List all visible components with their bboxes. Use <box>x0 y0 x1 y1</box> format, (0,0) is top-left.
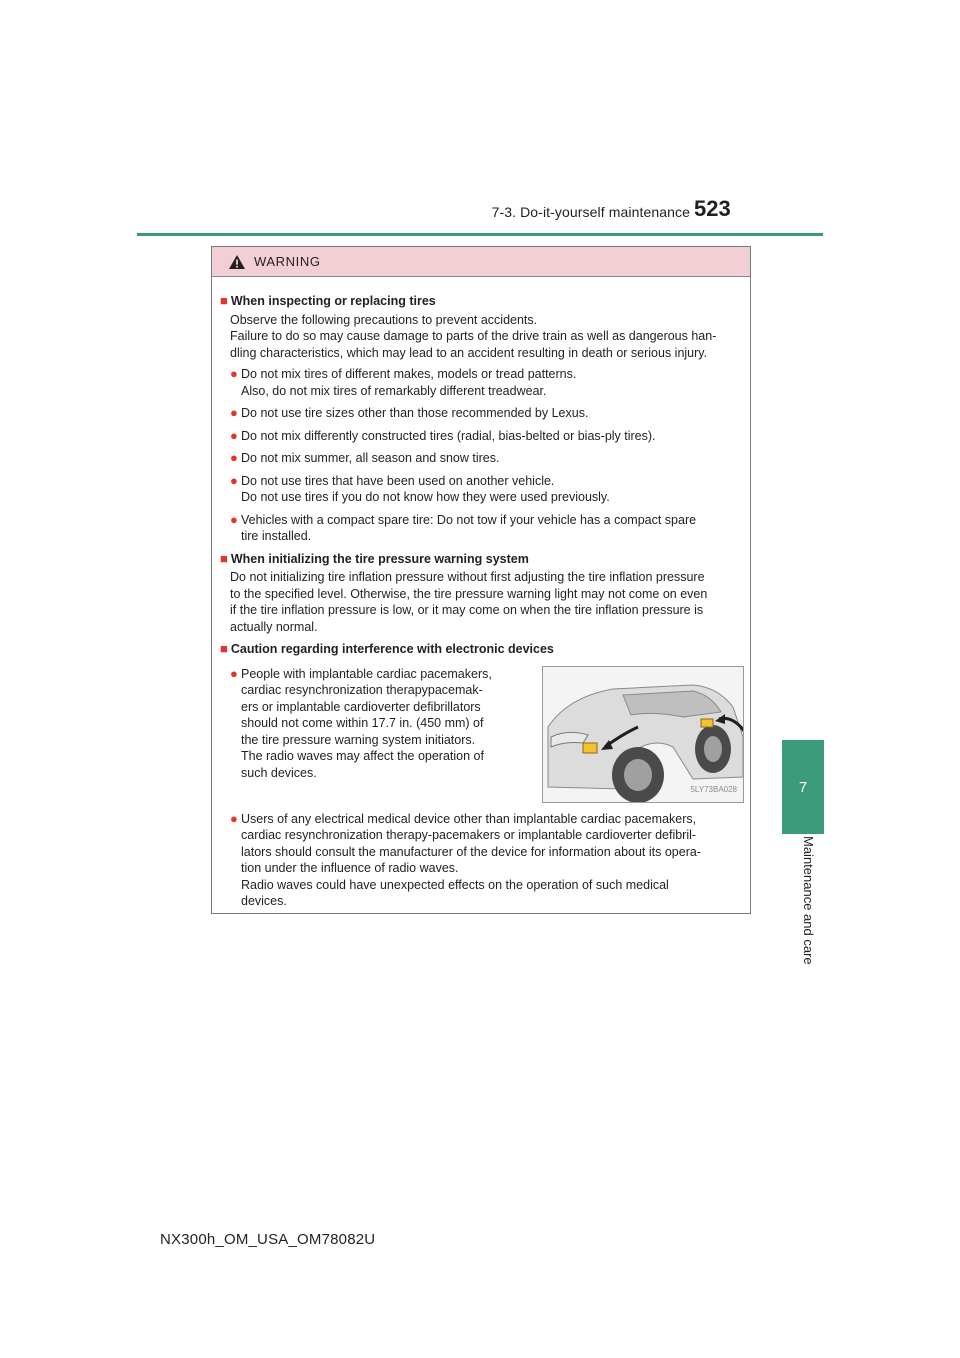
circle-bullet-icon: ● <box>230 810 238 826</box>
warning-box <box>211 246 751 914</box>
intro-line: Do not initializing tire inflation pressure without first adjusting the tire inflation pressure <box>230 570 705 584</box>
bullet-line: Do not mix differently constructed tires (radial, bias-belted or bias-ply tires). <box>241 428 656 443</box>
list-item <box>220 450 744 467</box>
circle-bullet-icon: ● <box>230 366 238 381</box>
header-rule <box>137 233 823 236</box>
section-heading <box>220 551 744 568</box>
circle-bullet-icon: ● <box>230 427 238 443</box>
bullet-line: should not come within 17.7 in. (450 mm) of <box>241 716 484 730</box>
circle-bullet-icon: ● <box>230 665 238 681</box>
bullet-line: Do not mix tires of different makes, models or tread patterns. <box>241 367 577 381</box>
intro-line: Observe the following precautions to prevent accidents. <box>230 312 538 327</box>
bullet-line: Vehicles with a compact spare tire: Do not tow if your vehicle has a compact spare <box>241 512 697 527</box>
section-heading <box>220 641 744 658</box>
section-heading <box>220 293 744 310</box>
bullet-line: The radio waves may affect the operation of <box>241 749 484 763</box>
intro-line: actually normal. <box>230 619 318 634</box>
chapter-number: 7 <box>798 778 808 796</box>
intro-line: Failure to do so may cause damage to parts of the drive train as well as dangerous han- <box>230 329 717 343</box>
intro-line: to the specified level. Otherwise, the tire pressure warning light may not come on even <box>230 586 708 601</box>
bullet-line: such devices. <box>241 765 317 780</box>
document-code: NX300h_OM_USA_OM78082U <box>160 1231 376 1248</box>
section-heading-text: Caution regarding interference with electronic devices <box>230 642 554 656</box>
section-electronic-interference <box>220 641 744 910</box>
bullet-line: Do not use tires that have been used on another vehicle. <box>241 473 555 488</box>
chapter-label: Maintenance and care <box>801 836 816 965</box>
figure-row <box>220 666 744 803</box>
bullet-line: the tire pressure warning system initiators. <box>241 732 476 747</box>
warning-triangle-icon <box>228 254 246 270</box>
bullet-line: Also, do not mix tires of remarkably different treadwear. <box>241 383 547 398</box>
bullet-line: tire installed. <box>241 529 312 543</box>
list-item <box>220 428 744 445</box>
section-title: 7-3. Do-it-yourself maintenance <box>491 204 690 220</box>
square-bullet-icon: ■ <box>220 293 228 308</box>
circle-bullet-icon: ● <box>230 472 238 488</box>
section-intro <box>220 569 744 635</box>
chapter-tab[interactable] <box>782 740 824 834</box>
list-item <box>220 473 744 506</box>
warning-header <box>212 247 750 277</box>
section-heading-text: When inspecting or replacing tires <box>230 294 436 308</box>
page-number: 523 <box>694 196 731 221</box>
warning-body <box>212 277 750 910</box>
circle-bullet-icon: ● <box>230 511 238 527</box>
bullet-line: People with implantable cardiac pacemakers, <box>241 666 492 681</box>
list-item <box>220 811 744 910</box>
intro-line: dling characteristics, which may lead to an accident resulting in death or serious injury. <box>230 345 708 360</box>
list-item <box>220 405 744 422</box>
circle-bullet-icon: ● <box>230 405 238 420</box>
list-item <box>220 366 744 399</box>
section-heading-text: When initializing the tire pressure warning system <box>230 551 529 566</box>
figure-code: 5LY73BA028 <box>690 785 737 794</box>
section-intro <box>220 312 744 362</box>
intro-line: if the tire inflation pressure is low, or it may come on when the tire inflation pressure is <box>230 603 704 617</box>
bullet-line: Radio waves could have unexpected effects on the operation of such medical <box>241 877 669 892</box>
bullet-line: Do not mix summer, all season and snow tires. <box>241 451 500 465</box>
bullet-line: cardiac resynchronization therapypacemak- <box>241 683 483 697</box>
bullet-line: devices. <box>241 894 287 908</box>
bullet-line: cardiac resynchronization therapy-pacemakers or implantable cardioverter defibril- <box>241 828 697 842</box>
bullet-line: tion under the influence of radio waves. <box>241 861 459 875</box>
square-bullet-icon: ■ <box>220 550 228 566</box>
warning-title: WARNING <box>254 254 321 269</box>
list-item <box>220 512 744 545</box>
list-item <box>220 666 530 782</box>
bullet-line: Do not use tire sizes other than those recommended by Lexus. <box>241 406 589 420</box>
bullet-line: Do not use tires if you do not know how they were used previously. <box>241 490 610 504</box>
bullet-line: ers or implantable cardioverter defibrillators <box>241 699 481 714</box>
car-tire-figure <box>542 666 744 803</box>
bullet-line: Users of any electrical medical device other than implantable cardiac pacemakers, <box>241 811 697 826</box>
bullet-line: lators should consult the manufacturer of the device for information about its opera- <box>241 844 701 859</box>
square-bullet-icon: ■ <box>220 641 228 656</box>
section-initializing-tpws <box>220 551 744 636</box>
circle-bullet-icon: ● <box>230 450 238 465</box>
section-inspecting-tires <box>220 293 744 545</box>
